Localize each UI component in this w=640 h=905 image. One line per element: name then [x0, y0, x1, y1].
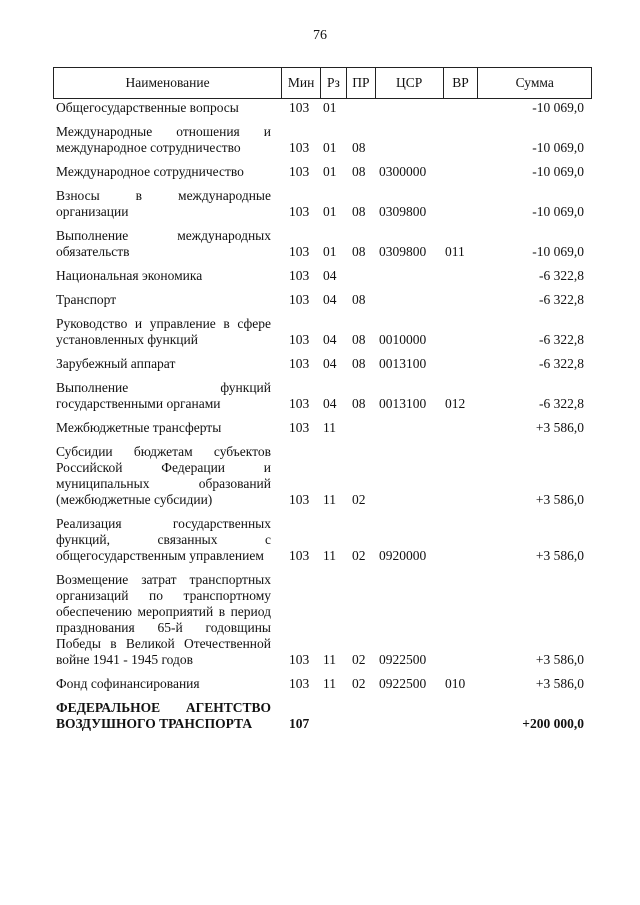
row-name: Взносы в международные организации [56, 188, 271, 219]
row-name: Межбюджетные трансферты [56, 420, 222, 435]
row-sum: -6 322,8 [539, 356, 584, 371]
row-name: Общегосударственные вопросы [56, 100, 239, 115]
row-min: 103 [289, 492, 310, 507]
row-rz: 01 [323, 204, 337, 219]
row-pr: 08 [352, 356, 366, 371]
row-min: 103 [289, 652, 310, 667]
row-pr: 08 [352, 332, 366, 347]
row-sum: +3 586,0 [535, 492, 584, 507]
row-min: 103 [289, 292, 310, 307]
header-min: Мин [281, 68, 320, 98]
row-min: 103 [289, 548, 310, 563]
row-name: Международное сотрудничество [56, 164, 244, 179]
table-row [53, 188, 592, 220]
row-min: 103 [289, 100, 310, 115]
row-name: Национальная экономика [56, 268, 203, 283]
row-pr: 02 [352, 492, 366, 507]
row-name: Субсидии бюджетам субъектов Российской Федерации и муниципальных образований (межбюджетные субсидии) [56, 444, 271, 507]
row-min: 103 [289, 204, 310, 219]
row-min: 103 [289, 140, 310, 155]
row-name: Выполнение международных обязательств [56, 228, 271, 259]
row-sum: -6 322,8 [539, 268, 584, 283]
table-row [53, 380, 592, 412]
row-csr: 0922500 [379, 676, 427, 691]
row-pr: 08 [352, 164, 366, 179]
row-sum: -10 069,0 [532, 100, 584, 115]
row-sum: -6 322,8 [539, 332, 584, 347]
table-row [53, 124, 592, 156]
row-rz: 11 [323, 652, 336, 667]
row-csr: 0300000 [379, 164, 427, 179]
row-csr: 0920000 [379, 548, 427, 563]
table-row [53, 228, 592, 260]
row-name: Реализация государственных функций, связанных с общегосударственным управлением [56, 516, 271, 563]
row-rz: 04 [323, 332, 337, 347]
row-min: 103 [289, 356, 310, 371]
row-sum: +200 000,0 [522, 716, 584, 731]
row-name: Выполнение функций государственными органами [56, 380, 271, 411]
row-vr: 010 [445, 676, 466, 691]
row-min: 107 [289, 716, 310, 731]
row-csr: 0922500 [379, 652, 427, 667]
row-sum: -10 069,0 [532, 244, 584, 259]
row-rz: 04 [323, 396, 337, 411]
row-csr: 0309800 [379, 244, 427, 259]
row-name: ФЕДЕРАЛЬНОЕ АГЕНТСТВО ВОЗДУШНОГО ТРАНСПОРТА [56, 700, 271, 731]
table-row [53, 316, 592, 348]
table-row [53, 268, 592, 284]
row-pr: 08 [352, 244, 366, 259]
row-min: 103 [289, 676, 310, 691]
row-name: Зарубежный аппарат [56, 356, 176, 371]
row-min: 103 [289, 164, 310, 179]
table-row [53, 676, 592, 692]
row-sum: +3 586,0 [535, 652, 584, 667]
row-min: 103 [289, 244, 310, 259]
row-min: 103 [289, 396, 310, 411]
row-sum: -6 322,8 [539, 396, 584, 411]
row-name: Международные отношения и международное сотрудничество [56, 124, 271, 155]
budget-table [53, 67, 592, 740]
row-rz: 01 [323, 244, 337, 259]
row-pr: 02 [352, 676, 366, 691]
row-rz: 01 [323, 140, 337, 155]
row-min: 103 [289, 332, 310, 347]
table-body [53, 99, 592, 732]
row-csr: 0013100 [379, 356, 427, 371]
row-name: Транспорт [56, 292, 117, 307]
row-rz: 04 [323, 292, 337, 307]
row-pr: 02 [352, 548, 366, 563]
row-sum: -10 069,0 [532, 140, 584, 155]
row-min: 103 [289, 420, 310, 435]
table-row [53, 100, 592, 116]
row-csr: 0309800 [379, 204, 427, 219]
row-rz: 11 [323, 548, 336, 563]
row-name: Возмещение затрат транспортных организаций по транспортному обеспечению мероприятий в период празднования 65-й годовщины Победы в Великой Отечественной войне 1941 - 1945 годов [56, 572, 271, 667]
row-vr: 011 [445, 244, 465, 259]
row-pr: 08 [352, 396, 366, 411]
header-sum: Сумма [477, 68, 591, 98]
row-sum: +3 586,0 [535, 420, 584, 435]
row-sum: -6 322,8 [539, 292, 584, 307]
row-pr: 08 [352, 140, 366, 155]
row-rz: 11 [323, 420, 336, 435]
header-rz: Рз [320, 68, 346, 98]
row-vr: 012 [445, 396, 466, 411]
table-row [53, 420, 592, 436]
table-row [53, 444, 592, 508]
table-row [53, 164, 592, 180]
row-rz: 04 [323, 268, 337, 283]
header-name: Наименование [125, 75, 210, 90]
page-number: 76 [313, 28, 327, 43]
header-vr: ВР [443, 68, 478, 98]
row-csr: 0013100 [379, 396, 427, 411]
table-row [53, 700, 592, 732]
row-pr: 08 [352, 204, 366, 219]
table-row [53, 572, 592, 668]
row-rz: 11 [323, 492, 336, 507]
row-sum: -10 069,0 [532, 164, 584, 179]
row-min: 103 [289, 268, 310, 283]
row-name: Фонд софинансирования [56, 676, 200, 691]
header-csr: ЦСР [375, 68, 443, 98]
table-header [53, 67, 592, 99]
header-pr: ПР [346, 68, 375, 98]
row-rz: 04 [323, 356, 337, 371]
row-rz: 01 [323, 164, 337, 179]
row-pr: 08 [352, 292, 366, 307]
table-row [53, 516, 592, 564]
row-csr: 0010000 [379, 332, 427, 347]
row-pr: 02 [352, 652, 366, 667]
row-sum: +3 586,0 [535, 548, 584, 563]
row-name: Руководство и управление в сфере установленных функций [56, 316, 271, 347]
row-rz: 01 [323, 100, 337, 115]
table-row [53, 292, 592, 308]
row-sum: -10 069,0 [532, 204, 584, 219]
row-sum: +3 586,0 [535, 676, 584, 691]
row-rz: 11 [323, 676, 336, 691]
table-row [53, 356, 592, 372]
